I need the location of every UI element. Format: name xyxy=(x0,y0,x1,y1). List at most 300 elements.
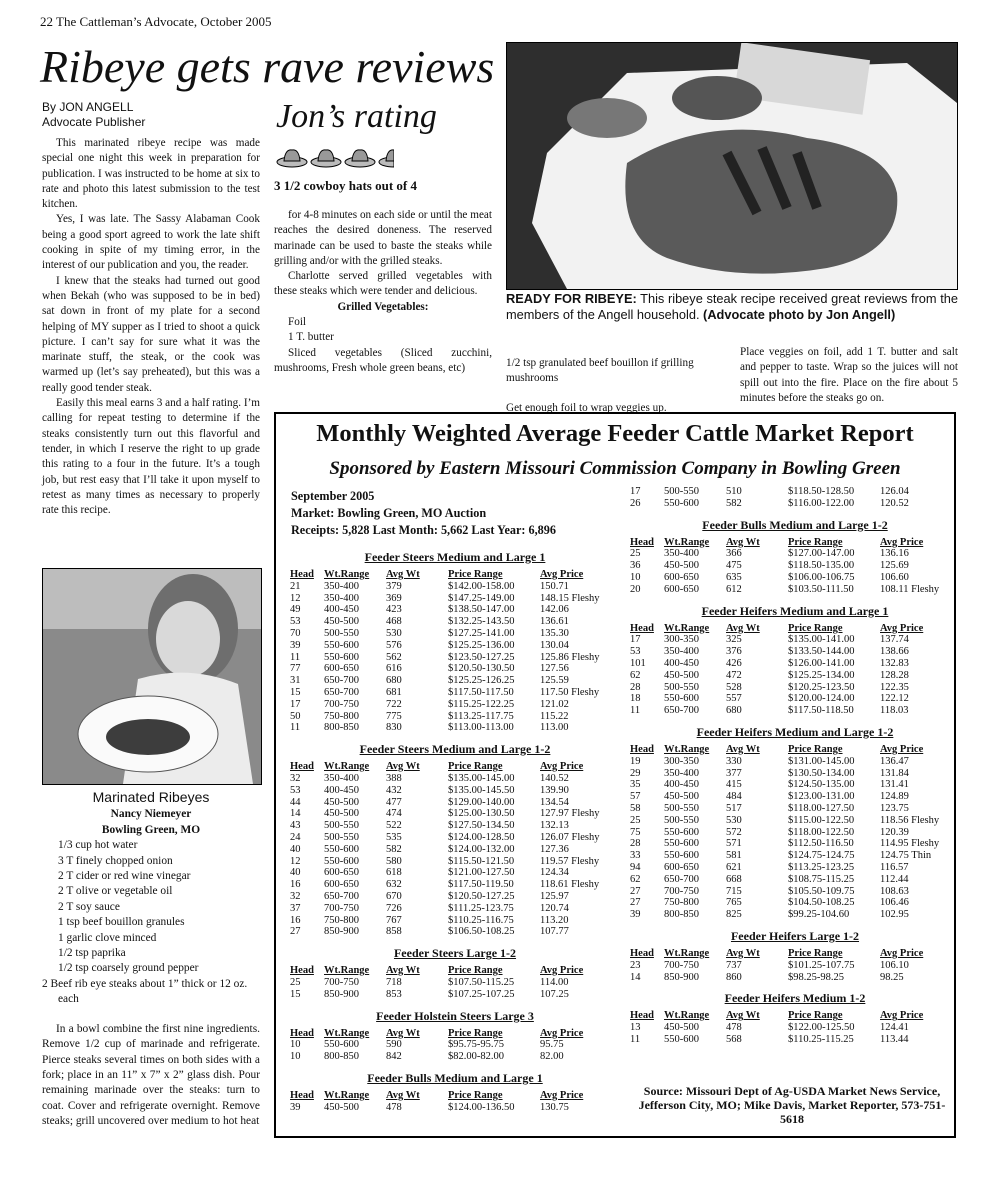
avg-price-cell: 118.61 Fleshy xyxy=(540,879,600,891)
head-cell: 35 xyxy=(630,779,641,791)
table-row xyxy=(630,827,960,839)
price-range-cell: Price Range xyxy=(448,1089,503,1101)
price-range-cell: $121.00-127.50 xyxy=(448,867,515,879)
table-row xyxy=(630,874,960,886)
table-row xyxy=(630,909,960,921)
price-range-cell: $120.50-127.25 xyxy=(448,890,515,902)
weight-range-cell: 500-550 xyxy=(664,681,699,693)
avg-price-cell: 120.39 xyxy=(880,826,909,838)
table-row xyxy=(290,711,620,723)
head-cell: 37 xyxy=(290,902,301,914)
avg-price-cell: Avg Price xyxy=(880,947,924,959)
child-photo xyxy=(42,568,262,785)
weight-range-cell: Wt.Range xyxy=(664,1010,710,1022)
table-header-row xyxy=(290,569,620,581)
weight-range-cell: 550-600 xyxy=(324,855,359,867)
avg-price-cell: 136.47 xyxy=(880,755,909,767)
avg-price-cell: 95.75 xyxy=(540,1039,564,1051)
head-cell: 25 xyxy=(630,548,641,560)
avg-price-cell: 124.41 xyxy=(880,1022,909,1034)
table-row xyxy=(630,815,960,827)
head-cell: 14 xyxy=(630,971,641,983)
avg-price-cell: 106.10 xyxy=(880,959,909,971)
price-range-cell: $103.50-111.50 xyxy=(788,583,854,595)
market-section xyxy=(290,742,620,938)
weight-range-cell: 400-450 xyxy=(324,604,359,616)
avg-price-cell: 139.90 xyxy=(540,784,569,796)
head-cell: 101 xyxy=(630,657,646,669)
avg-price-cell: Avg Price xyxy=(880,1010,924,1022)
table-row xyxy=(630,682,960,694)
weight-range-cell: 350-400 xyxy=(664,646,699,658)
price-range-cell: $107.25-107.25 xyxy=(448,988,515,1000)
table-row xyxy=(290,1051,620,1063)
avg-weight-cell: 853 xyxy=(386,988,402,1000)
head-cell: 10 xyxy=(290,1051,301,1063)
table-row xyxy=(290,926,620,938)
table-header-row xyxy=(630,948,960,960)
section-title: Feeder Heifers Medium 1-2 xyxy=(724,991,866,1006)
head-cell: 11 xyxy=(290,651,301,663)
table-row xyxy=(630,838,960,850)
head-cell: Head xyxy=(630,536,654,548)
avg-weight-cell: 432 xyxy=(386,784,402,796)
weight-range-cell: 550-600 xyxy=(664,838,699,850)
avg-weight-cell: 510 xyxy=(726,486,742,497)
avg-weight-cell: 562 xyxy=(386,651,402,663)
price-range-cell: $106.00-106.75 xyxy=(788,571,855,583)
avg-weight-cell: 670 xyxy=(386,890,402,902)
market-report xyxy=(274,412,956,1138)
avg-weight-cell: 474 xyxy=(386,808,402,820)
caption-credit: (Advocate photo by Jon Angell) xyxy=(699,307,896,322)
avg-weight-cell: 635 xyxy=(726,571,742,583)
market-source: Source: Missouri Dept of Ag-USDA Market News Service, Jefferson City, MO; Mike Davis, Market Reporter, 573-751-5618 xyxy=(638,1084,946,1126)
avg-weight-cell: 632 xyxy=(386,879,402,891)
price-range-cell: Price Range xyxy=(788,743,843,755)
avg-price-cell: Avg Price xyxy=(540,569,584,580)
head-cell: 36 xyxy=(630,560,641,572)
section-title: Feeder Bulls Medium and Large 1 xyxy=(367,1070,543,1085)
head-cell: 21 xyxy=(290,580,301,592)
price-range-cell: $115.00-122.50 xyxy=(788,814,855,826)
avg-price-cell: 127.36 xyxy=(540,843,569,855)
ingredient: 1 garlic clove minced xyxy=(58,931,157,944)
weight-range-cell: 450-500 xyxy=(324,616,359,628)
weight-range-cell: Wt.Range xyxy=(324,569,370,580)
table-row xyxy=(630,486,960,498)
price-range-cell: $127.50-134.50 xyxy=(448,820,515,832)
weight-range-cell: Wt.Range xyxy=(324,1027,370,1039)
weight-range-cell: 550-600 xyxy=(324,639,359,651)
weight-range-cell: 500-550 xyxy=(664,814,699,826)
head-cell: 33 xyxy=(630,850,641,862)
paragraph: Place veggies on foil, add 1 T. butter and salt and pepper to taste. Wrap so the juices will not spill out into the fire. Place on the fire about 5 minutes before the steaks go on. xyxy=(740,346,958,404)
price-range-cell: $116.00-122.00 xyxy=(788,497,855,509)
weight-range-cell: 800-850 xyxy=(664,909,699,921)
avg-price-cell: 118.56 Fleshy xyxy=(880,814,940,826)
avg-price-cell: 120.74 xyxy=(540,902,569,914)
price-range-cell: $131.00-145.00 xyxy=(788,755,855,767)
weight-range-cell: 350-400 xyxy=(324,592,359,604)
head-cell: 19 xyxy=(630,755,641,767)
table-row xyxy=(630,548,960,560)
avg-price-cell: 107.77 xyxy=(540,926,569,938)
price-range-cell: $135.00-141.00 xyxy=(788,634,855,646)
weight-range-cell: 500-550 xyxy=(324,831,359,843)
paragraph: This marinated ribeye recipe was made special one night this week in preparation for publication. I was instructed to be home at six to rate and photo this latest submission to the test kitchen. xyxy=(42,137,260,211)
photo-caption xyxy=(506,291,958,323)
table-row xyxy=(630,634,960,646)
table-header-row xyxy=(630,537,960,549)
head-cell: 32 xyxy=(290,890,301,902)
price-range-cell: $105.50-109.75 xyxy=(788,885,855,897)
weight-range-cell: Wt.Range xyxy=(664,947,710,959)
weight-range-cell: 550-600 xyxy=(664,850,699,862)
head-cell: 29 xyxy=(630,767,641,779)
market-left-column xyxy=(290,542,620,1113)
table-header-row xyxy=(630,623,960,635)
table-row xyxy=(290,820,620,832)
head-cell: 23 xyxy=(630,959,641,971)
avg-price-cell: 135.30 xyxy=(540,627,569,639)
avg-price-cell: 142.06 xyxy=(540,604,569,616)
ingredient: 1 tsp beef bouillon granules xyxy=(58,916,185,929)
page-header: 22 The Cattleman’s Advocate, October 2005 xyxy=(40,14,272,29)
avg-price-cell: 130.04 xyxy=(540,639,569,651)
avg-weight-cell: 366 xyxy=(726,548,742,560)
price-range-cell: $111.25-123.75 xyxy=(448,902,514,914)
price-range-cell: $125.25-126.25 xyxy=(448,675,515,687)
avg-weight-cell: 376 xyxy=(726,646,742,658)
price-range-cell: $107.50-115.25 xyxy=(448,976,515,988)
paragraph: for 4-8 minutes on each side or until the meat reaches the desired doneness. The reserved marinade can be used to baste the steaks while grilling and/or with the grilled steaks. xyxy=(274,209,492,267)
head-cell: 27 xyxy=(630,897,641,909)
head-cell: 94 xyxy=(630,861,641,873)
recipe-location: Bowling Green, MO xyxy=(101,823,201,836)
market-section xyxy=(630,604,960,717)
weight-range-cell: 600-650 xyxy=(664,861,699,873)
ingredient: 2 T soy sauce xyxy=(58,900,120,913)
avg-weight-cell: 767 xyxy=(386,914,402,926)
price-range-cell: $120.25-123.50 xyxy=(788,681,855,693)
table-row xyxy=(630,1034,960,1046)
weight-range-cell: 700-750 xyxy=(664,959,699,971)
head-cell: 16 xyxy=(290,914,301,926)
market-section xyxy=(290,550,620,734)
weight-range-cell: 500-550 xyxy=(664,486,699,497)
market-title: Monthly Weighted Average Feeder Cattle Market Report xyxy=(316,420,914,447)
table-header-row xyxy=(630,1010,960,1022)
head-cell: 28 xyxy=(630,838,641,850)
rating-hats xyxy=(276,140,394,172)
price-range-cell: Price Range xyxy=(448,761,503,773)
section-title: Feeder Steers Large 1-2 xyxy=(393,946,517,961)
section-title: Feeder Heifers Medium and Large 1-2 xyxy=(696,724,894,739)
avg-price-cell: 112.44 xyxy=(880,873,909,885)
weight-range-cell: 750-800 xyxy=(664,897,699,909)
head-cell: 16 xyxy=(290,879,301,891)
avg-price-cell: 140.52 xyxy=(540,772,569,784)
head-cell: Head xyxy=(630,1010,654,1022)
avg-price-cell: 108.63 xyxy=(880,885,909,897)
price-range-cell: $113.25-117.75 xyxy=(448,710,514,722)
head-cell: 75 xyxy=(630,826,641,838)
avg-price-cell: 113.44 xyxy=(880,1033,909,1045)
price-range-cell: $130.50-134.00 xyxy=(788,767,855,779)
avg-price-cell: 120.52 xyxy=(880,497,909,509)
head-cell: Head xyxy=(630,622,654,634)
avg-price-cell: 107.25 xyxy=(540,988,569,1000)
avg-weight-cell: 572 xyxy=(726,826,742,838)
price-range-cell: $115.25-122.25 xyxy=(448,698,515,710)
avg-price-cell: 114.00 xyxy=(540,976,569,988)
avg-weight-cell: 522 xyxy=(386,820,402,832)
head-cell: 18 xyxy=(630,693,641,705)
avg-weight-cell: 369 xyxy=(386,592,402,604)
avg-weight-cell: Avg Wt xyxy=(386,965,420,977)
avg-price-cell: 134.54 xyxy=(540,796,569,808)
head-cell: 44 xyxy=(290,796,301,808)
caption-text: This ribeye steak recipe received great reviews from the members of the Angell household. xyxy=(506,291,958,322)
avg-price-cell: 125.69 xyxy=(880,560,909,572)
head-cell: 53 xyxy=(630,646,641,658)
table-row xyxy=(290,628,620,640)
avg-weight-cell: 517 xyxy=(726,802,742,814)
table-row xyxy=(630,886,960,898)
table-header-row xyxy=(630,744,960,756)
head-cell: 32 xyxy=(290,772,301,784)
price-range-cell: $118.00-127.50 xyxy=(788,802,855,814)
head-cell: Head xyxy=(290,761,314,773)
paragraph: I knew that the steaks had turned out good when Bekah (who was supposed to be in bed) sat down in front of my plate for a second helping of MY supper as I tried to shoot a quick picture. I can’t say for sure what it was the marinate stuff, the steak, or the cook was warmed up (let’s say preheated), but this was a really good tender steak. xyxy=(42,274,260,394)
paragraph: Easily this meal earns 3 and a half rating. I’m calling for repeat testing to determine if the steaks consistently turn out this flavorful and tender, in which I reserve the right to up grade this rating to a four in the future. It’s a tough job, but rest easy that I’ll take it upon myself to retest as many times as necessary to properly rate this recipe. xyxy=(42,397,260,517)
avg-price-cell: 113.00 xyxy=(540,722,569,734)
avg-price-cell: Avg Price xyxy=(880,743,924,755)
price-range-cell: $120.50-130.50 xyxy=(448,663,515,675)
section-title: Feeder Heifers Large 1-2 xyxy=(730,928,860,943)
avg-weight-cell: Avg Wt xyxy=(726,947,760,959)
price-range-cell: $82.00-82.00 xyxy=(448,1051,504,1063)
weight-range-cell: 800-850 xyxy=(324,1051,359,1063)
avg-price-cell: 82.00 xyxy=(540,1051,564,1063)
table-row xyxy=(290,915,620,927)
avg-weight-cell: 830 xyxy=(386,722,402,734)
avg-weight-cell: 582 xyxy=(726,497,742,509)
market-date: September 2005 xyxy=(291,489,375,503)
avg-price-cell: Avg Price xyxy=(540,761,584,773)
table-row xyxy=(630,779,960,791)
avg-weight-cell: 765 xyxy=(726,897,742,909)
avg-weight-cell: Avg Wt xyxy=(386,1027,420,1039)
weight-range-cell: 450-500 xyxy=(664,1022,699,1034)
table-row xyxy=(630,756,960,768)
head-cell: 10 xyxy=(630,571,641,583)
table-row xyxy=(290,903,620,915)
weight-range-cell: Wt.Range xyxy=(324,965,370,977)
cowboy-hat-icon xyxy=(344,140,376,172)
price-range-cell: Price Range xyxy=(788,947,843,959)
table-row xyxy=(290,879,620,891)
price-range-cell: $110.25-116.75 xyxy=(448,914,514,926)
head-cell: 15 xyxy=(290,988,301,1000)
price-range-cell: $126.00-141.00 xyxy=(788,657,855,669)
veg-column-b xyxy=(740,345,958,406)
head-cell: 11 xyxy=(290,722,301,734)
table-row xyxy=(290,640,620,652)
table-row xyxy=(290,604,620,616)
weight-range-cell: 800-850 xyxy=(324,722,359,734)
avg-weight-cell: 580 xyxy=(386,855,402,867)
price-range-cell: $113.25-123.25 xyxy=(788,861,855,873)
paragraph: 1/2 tsp granulated beef bouillon if grilling mushrooms xyxy=(506,357,694,385)
price-range-cell: $127.25-141.00 xyxy=(448,627,515,639)
weight-range-cell: 650-700 xyxy=(324,686,359,698)
avg-weight-cell: 858 xyxy=(386,926,402,938)
table-row xyxy=(290,1102,620,1114)
table-row xyxy=(290,785,620,797)
avg-price-cell: 116.57 xyxy=(880,861,909,873)
table-row xyxy=(630,850,960,862)
table-row xyxy=(290,773,620,785)
table-row xyxy=(630,584,960,596)
avg-weight-cell: 530 xyxy=(726,814,742,826)
avg-weight-cell: 571 xyxy=(726,838,742,850)
ingredient: 1/2 tsp paprika xyxy=(58,947,126,960)
table-row xyxy=(290,977,620,989)
head-cell: 27 xyxy=(290,926,301,938)
table-row xyxy=(290,891,620,903)
ingredient: 2 T cider or red wine vinegar xyxy=(58,870,191,883)
avg-weight-cell: 535 xyxy=(386,831,402,843)
avg-price-cell: 132.13 xyxy=(540,820,569,832)
market-section xyxy=(290,946,620,1000)
weight-range-cell: 550-600 xyxy=(664,1033,699,1045)
veg-item: Foil xyxy=(288,316,307,329)
avg-price-cell: 114.95 Fleshy xyxy=(880,838,940,850)
avg-weight-cell: 415 xyxy=(726,779,742,791)
weight-range-cell: 350-400 xyxy=(324,580,359,592)
avg-price-cell: 124.89 xyxy=(880,791,909,803)
table-row xyxy=(290,593,620,605)
weight-range-cell: 700-750 xyxy=(324,976,359,988)
caption-lead: READY FOR RIBEYE: xyxy=(506,291,637,306)
avg-weight-cell: 557 xyxy=(726,693,742,705)
avg-weight-cell: 680 xyxy=(386,675,402,687)
price-range-cell: $99.25-104.60 xyxy=(788,909,850,921)
avg-price-cell: Avg Price xyxy=(540,1089,584,1101)
head-cell: 62 xyxy=(630,669,641,681)
avg-weight-cell: 423 xyxy=(386,604,402,616)
head-cell: 27 xyxy=(630,885,641,897)
weight-range-cell: 650-700 xyxy=(324,890,359,902)
avg-weight-cell: 737 xyxy=(726,959,742,971)
article-column-1 xyxy=(42,136,260,518)
head-cell: 24 xyxy=(290,831,301,843)
avg-weight-cell: Avg Wt xyxy=(726,622,760,634)
weight-range-cell: 450-500 xyxy=(324,796,359,808)
head-cell: 58 xyxy=(630,802,641,814)
price-range-cell: Price Range xyxy=(788,1010,843,1022)
weight-range-cell: 550-600 xyxy=(324,651,359,663)
avg-price-cell: 131.84 xyxy=(880,767,909,779)
price-range-cell: Price Range xyxy=(448,569,503,580)
avg-price-cell: 137.74 xyxy=(880,634,909,646)
recipe-directions: In a bowl combine the first nine ingredients. Remove 1/2 cup of marinade and refrigerate. Pierce steaks several times on both sides with a fork; place in an 11” x 7” x 2” glass dish. Pour remaining marinade over the steaks: turn to coat. Cover and refrigerate overnight. Remove steaks; grill uncovered over medium to hot heat xyxy=(42,1022,260,1128)
avg-weight-cell: 718 xyxy=(386,976,402,988)
head-cell: 53 xyxy=(290,784,301,796)
price-range-cell: $98.25-98.25 xyxy=(788,971,844,983)
table-row xyxy=(290,675,620,687)
avg-weight-cell: 860 xyxy=(726,971,742,983)
table-row xyxy=(290,867,620,879)
avg-price-cell: 125.97 xyxy=(540,890,569,902)
avg-weight-cell: 582 xyxy=(386,843,402,855)
avg-price-cell: 131.41 xyxy=(880,779,909,791)
paragraph: Get enough foil to wrap veggies up. xyxy=(506,401,667,414)
table-row xyxy=(630,693,960,705)
head-cell: 77 xyxy=(290,663,301,675)
table-row xyxy=(630,768,960,780)
price-range-cell: $124.75-124.75 xyxy=(788,850,855,862)
avg-price-cell: 122.12 xyxy=(880,693,909,705)
avg-price-cell: 115.22 xyxy=(540,710,569,722)
price-range-cell: $135.00-145.50 xyxy=(448,784,515,796)
weight-range-cell: 500-550 xyxy=(324,820,359,832)
weight-range-cell: 700-750 xyxy=(324,698,359,710)
section-title: Feeder Steers Medium and Large 1 xyxy=(364,550,546,564)
ingredient: 2 Beef rib eye steaks about 1” thick or 12 oz. each xyxy=(42,977,248,1006)
avg-weight-cell: Avg Wt xyxy=(726,1010,760,1022)
headline: Ribeye gets rave reviews xyxy=(40,41,495,92)
market-section xyxy=(630,518,960,596)
table-header-row xyxy=(290,1028,620,1040)
avg-weight-cell: 478 xyxy=(726,1022,742,1034)
price-range-cell: $117.50-118.50 xyxy=(788,705,854,717)
table-row xyxy=(290,844,620,856)
recipe-author: Nancy Niemeyer xyxy=(110,808,192,821)
table-row xyxy=(630,670,960,682)
avg-price-cell: 124.75 Thin xyxy=(880,850,932,862)
section-title: Feeder Holstein Steers Large 3 xyxy=(376,1008,534,1023)
weight-range-cell: 700-750 xyxy=(324,902,359,914)
recipe xyxy=(42,790,260,1130)
avg-weight-cell: 568 xyxy=(726,1033,742,1045)
avg-weight-cell: 528 xyxy=(726,681,742,693)
weight-range-cell: 600-650 xyxy=(324,879,359,891)
avg-price-cell: 113.20 xyxy=(540,914,569,926)
weight-range-cell: 350-400 xyxy=(664,548,699,560)
avg-weight-cell: 680 xyxy=(726,705,742,717)
market-receipts: Receipts: 5,828 Last Month: 5,662 Last Year: 6,896 xyxy=(291,523,556,537)
head-cell: 11 xyxy=(630,705,641,717)
head-cell: 40 xyxy=(290,843,301,855)
byline-author: By JON ANGELL xyxy=(42,100,134,114)
avg-weight-cell: 590 xyxy=(386,1039,402,1051)
avg-price-cell: 102.95 xyxy=(880,909,909,921)
head-cell: 15 xyxy=(290,686,301,698)
avg-weight-cell: Avg Wt xyxy=(726,743,760,755)
avg-price-cell: 128.28 xyxy=(880,669,909,681)
ingredient: 3 T finely chopped onion xyxy=(58,854,173,867)
avg-price-cell: 119.57 Fleshy xyxy=(540,855,600,867)
price-range-cell: $125.00-130.50 xyxy=(448,808,515,820)
table-row xyxy=(290,581,620,593)
article-column-2 xyxy=(274,208,492,376)
section-title: Feeder Steers Medium and Large 1-2 xyxy=(359,742,551,757)
avg-weight-cell: 379 xyxy=(386,580,402,592)
weight-range-cell: 650-700 xyxy=(664,873,699,885)
